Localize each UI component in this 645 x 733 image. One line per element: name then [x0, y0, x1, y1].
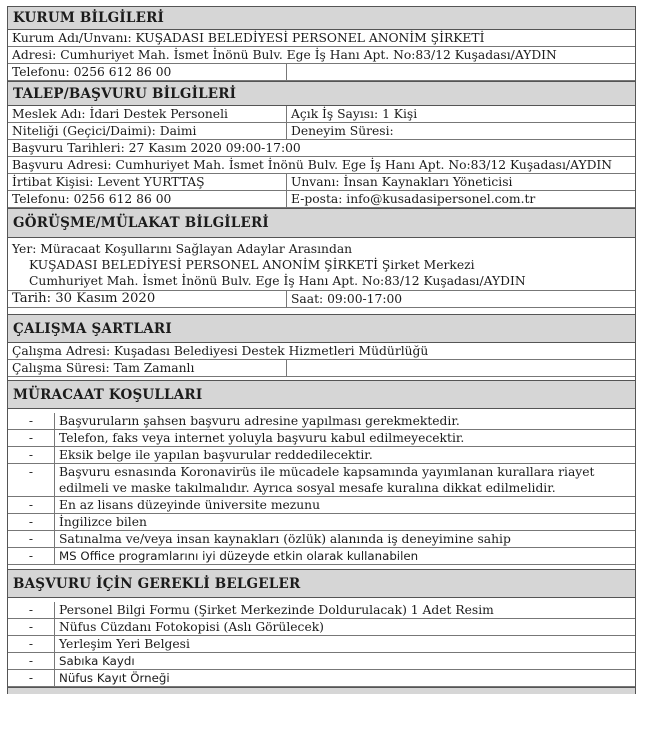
list-dash: -	[28, 431, 34, 445]
gorusme-yer-line-3: Cumhuriyet Mah. İsmet İnönü Bulv. Ege İş Hanı Apt. No:83/12 Kuşadası/AYDIN	[29, 274, 526, 288]
belgeler-item-3: Yerleşim Yeri Belgesi	[54, 636, 635, 652]
list-dash: -	[28, 414, 34, 428]
talep-row-4	[8, 157, 635, 174]
section-talep-title: TALEP/BAŞVURU BİLGİLERİ	[8, 81, 635, 106]
calisma-sure-row	[8, 360, 635, 377]
list-dash: -	[28, 637, 34, 651]
list-dash: -	[28, 498, 34, 512]
talep-row-2	[8, 123, 635, 140]
talep-telefon: Telefonu: 0256 612 86 00	[12, 192, 172, 206]
kurum-adi-row	[8, 30, 635, 47]
muracaat-item-7: Satınalma ve/veya insan kaynakları (özlük) alanında iş deneyimine sahip	[54, 531, 635, 547]
talep-niteligi: Niteliği (Geçici/Daimi): Daimi	[12, 124, 197, 138]
talep-eposta: E-posta: info@kusadasipersonel.com.tr	[286, 191, 635, 207]
list-dash: -	[28, 532, 34, 546]
list-dash: -	[28, 671, 34, 685]
list-item	[8, 598, 635, 619]
gorusme-saat: Saat: 09:00-17:00	[286, 291, 635, 307]
list-dash: -	[28, 448, 34, 462]
belgeler-item-2: Nüfus Cüzdanı Fotokopisi (Aslı Görülecek)	[54, 619, 635, 635]
bottom-band	[8, 687, 635, 694]
list-item	[8, 409, 635, 430]
muracaat-item-8: MS Office programlarını iyi düzeyde etkin olarak kullanabilen	[54, 548, 635, 564]
kurum-telefon-row	[8, 64, 635, 81]
gorusme-yer-block	[8, 238, 635, 291]
muracaat-item-4: Başvuru esnasında Koronavirüs ile mücadele kapsamında yayımlanan kurallara riayet edilmeli ve maske takılmalıdır. Ayrıca sosyal mesafe kuralına dikkat edilmelidir.	[54, 464, 635, 496]
calisma-saatleri	[286, 360, 635, 376]
list-item	[8, 464, 635, 497]
belgeler-list	[8, 598, 635, 687]
kurum-telefon: Telefonu: 0256 612 86 00	[12, 65, 172, 79]
section-kurum-title: KURUM BİLGİLERİ	[8, 6, 635, 30]
talep-row-6	[8, 191, 635, 208]
list-dash: -	[28, 654, 34, 668]
list-item	[8, 497, 635, 514]
muracaat-item-1: Başvuruların şahsen başvuru adresine yapılması gerekmektedir.	[54, 413, 635, 429]
belgeler-item-4: Sabıka Kaydı	[54, 653, 635, 669]
list-item	[8, 670, 635, 687]
muracaat-item-5: En az lisans düzeyinde üniversite mezunu	[54, 497, 635, 513]
talep-tarihler: Başvuru Tarihleri: 27 Kasım 2020 09:00-17:00	[12, 141, 301, 155]
belgeler-item-1: Personel Bilgi Formu (Şirket Merkezinde Doldurulacak) 1 Adet Resim	[54, 602, 635, 618]
list-dash: -	[28, 465, 34, 479]
talep-irtibat: İrtibat Kişisi: Levent YURTTAŞ	[12, 175, 205, 189]
muracaat-item-6: İngilizce bilen	[54, 514, 635, 530]
list-dash: -	[28, 549, 34, 563]
gorusme-tarih: Tarih: 30 Kasım 2020	[12, 291, 156, 306]
list-item	[8, 514, 635, 531]
list-item	[8, 653, 635, 670]
talep-row-1	[8, 106, 635, 123]
muracaat-list	[8, 409, 635, 565]
belgeler-item-5: Nüfus Kayıt Örneği	[54, 670, 635, 686]
list-dash: -	[28, 620, 34, 634]
gorusme-yer-line-2: KUŞADASI BELEDİYESİ PERSONEL ANONİM ŞİRKETİ Şirket Merkezi	[29, 258, 475, 272]
talep-unvan: Unvanı: İnsan Kaynakları Yöneticisi	[286, 174, 635, 190]
section-belgeler-title: BAŞVURU İÇİN GEREKLİ BELGELER	[8, 569, 635, 598]
kurum-adres: Adresi: Cumhuriyet Mah. İsmet İnönü Bulv. Ege İş Hanı Apt. No:83/12 Kuşadası/AYDIN	[12, 48, 557, 62]
list-dash: -	[28, 515, 34, 529]
section-calisma-title: ÇALIŞMA ŞARTLARI	[8, 314, 635, 343]
kurum-adres-row	[8, 47, 635, 64]
talep-deneyim: Deneyim Süresi:	[286, 123, 635, 139]
list-item	[8, 531, 635, 548]
talep-row-5	[8, 174, 635, 191]
talep-row-3	[8, 140, 635, 157]
list-item	[8, 430, 635, 447]
gorusme-tarih-row	[8, 291, 635, 308]
section-gorusme-title: GÖRÜŞME/MÜLAKAT BİLGİLERİ	[8, 208, 635, 238]
calisma-suresi: Çalışma Süresi: Tam Zamanlı	[12, 361, 195, 375]
gorusme-yer-line-1: Yer: Müracaat Koşullarını Sağlayan Adaylar Arasından	[12, 242, 353, 256]
document-page	[7, 6, 636, 694]
list-item	[8, 619, 635, 636]
talep-acik-is: Açık İş Sayısı: 1 Kişi	[286, 106, 635, 122]
muracaat-item-3: Eksik belge ile yapılan başvurular reddedilecektir.	[54, 447, 635, 463]
talep-adres: Başvuru Adresi: Cumhuriyet Mah. İsmet İnönü Bulv. Ege İş Hanı Apt. No:83/12 Kuşadası/AYDIN	[12, 158, 613, 172]
kurum-adi: Kurum Adı/Unvanı: KUŞADASI BELEDİYESİ PERSONEL ANONİM ŞİRKETİ	[12, 31, 485, 45]
list-dash: -	[28, 603, 34, 617]
list-item	[8, 447, 635, 464]
calisma-adres-row	[8, 343, 635, 360]
list-item	[8, 548, 635, 565]
calisma-adres: Çalışma Adresi: Kuşadası Belediyesi Destek Hizmetleri Müdürlüğü	[12, 344, 429, 358]
kurum-empty-cell	[286, 64, 635, 80]
muracaat-item-2: Telefon, faks veya internet yoluyla başvuru kabul edilmeyecektir.	[54, 430, 635, 446]
talep-meslek: Meslek Adı: İdari Destek Personeli	[12, 107, 228, 121]
section-muracaat-title: MÜRACAAT KOŞULLARI	[8, 380, 635, 409]
list-item	[8, 636, 635, 653]
